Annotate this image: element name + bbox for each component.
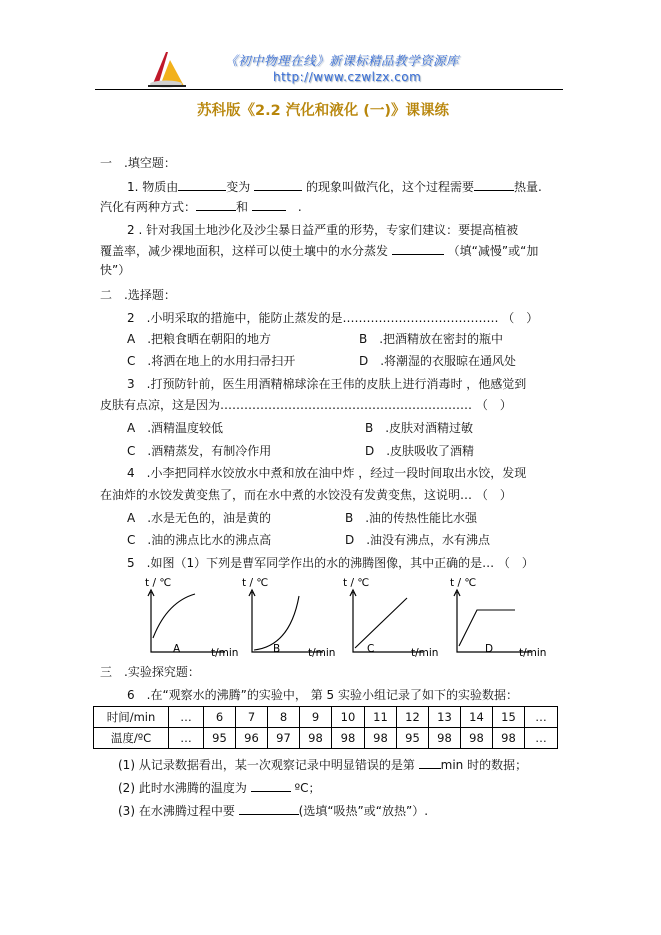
q1-blank2[interactable]	[254, 178, 302, 191]
q6-sub3-text2: (选填“吸热”或“放热”）.	[298, 804, 429, 818]
q2-blank[interactable]	[392, 242, 444, 255]
q6-sub1	[118, 756, 527, 773]
mc4-option-a[interactable]: A .水是无色的，油是黄的	[127, 511, 272, 525]
mc4-option-c[interactable]: C .油的沸点比水的沸点高	[127, 533, 272, 547]
q1-text1: 1. 物质由	[127, 180, 179, 194]
time-cell: 13	[429, 707, 461, 728]
time-cell: 12	[397, 707, 429, 728]
section3-heading: 三 .实验探究题：	[100, 665, 200, 679]
table-row	[94, 707, 558, 728]
temp-cell: 98	[332, 728, 365, 749]
mc3-option-b[interactable]: B .皮肤对酒精过敏	[365, 421, 474, 435]
graph-c-axes	[353, 592, 423, 652]
mc4-line2: 在油炸的水饺发黄变焦了，而在水中煮的水饺没有发黄变焦，这说明… （ ）	[100, 488, 512, 502]
q6-sub3-text1: (3) 在水沸腾过程中要	[118, 804, 235, 818]
temp-cell: 95	[397, 728, 429, 749]
graph-c[interactable]	[343, 577, 438, 659]
q1-line2	[100, 198, 302, 215]
mc4-option-b[interactable]: B .油的传热性能比水强	[345, 511, 478, 525]
mc5-stem: 5 .如图（1）下列是曹军同学作出的水的沸腾图像，其中正确的是… （ ）	[127, 556, 534, 570]
q1-blank4[interactable]	[196, 198, 236, 211]
graph-d-xlabel: t/min	[519, 647, 547, 659]
site-logo	[146, 46, 188, 90]
mc2-option-d[interactable]: D .将潮湿的衣服晾在通风处	[359, 354, 517, 368]
graph-c-letter: C	[367, 643, 375, 655]
mc2-option-a[interactable]: A .把粮食晒在朝阳的地方	[127, 332, 272, 346]
mc3-option-d[interactable]: D .皮肤吸收了酒精	[365, 444, 475, 458]
q1-line1	[127, 178, 542, 195]
site-url[interactable]: http://www.czwlzx.com	[273, 70, 422, 84]
temp-cell: 98	[493, 728, 525, 749]
mc4-line1: 4 .小李把同样水饺放水中煮和放在油中炸 ，经过一段时间取出水饺，发现	[127, 466, 527, 480]
boiling-graphs	[125, 572, 565, 660]
site-name: 《初中物理在线》新课标精品教学资源库	[225, 53, 460, 68]
time-cell: 14	[461, 707, 493, 728]
graph-c-xlabel: t/min	[411, 647, 439, 659]
graph-d-axes	[457, 592, 531, 652]
q1-text3: 的现象叫做汽化，这个过程需要	[305, 180, 474, 194]
q2-line2	[100, 242, 538, 259]
graph-b-xlabel: t/min	[308, 647, 336, 659]
q6-sub2-blank[interactable]	[251, 779, 291, 792]
temp-cell: 96	[236, 728, 268, 749]
q1-blank5[interactable]	[252, 198, 286, 211]
section1-heading: 一 .填空题：	[100, 156, 176, 170]
boiling-data-table	[93, 706, 558, 749]
temp-cell: 98	[365, 728, 397, 749]
time-cell: 6	[204, 707, 236, 728]
time-cell: 10	[332, 707, 365, 728]
graph-c-curve	[355, 598, 407, 648]
mc3-line1: 3 .打预防针前，医生用酒精棉球涂在王伟的皮肤上进行消毒时 ，他感觉到	[127, 377, 527, 391]
doc-title: 苏科版《2.2 汽化和液化 (一)》课课练	[197, 103, 450, 119]
time-cell: …	[169, 707, 204, 728]
mc2-option-b[interactable]: B .把酒精放在密封的瓶中	[359, 332, 504, 346]
q1-text5: 汽化有两种方式：	[100, 200, 197, 214]
graph-b[interactable]	[242, 577, 335, 659]
section2-heading: 二 .选择题：	[100, 288, 176, 302]
graph-a-axes	[151, 592, 225, 652]
q6-sub1-text2: min 时的数据；	[440, 758, 528, 772]
q6-sub1-text1: (1) 从记录数据看出，某一次观察记录中明显错误的是第	[118, 758, 415, 772]
temp-cell: 95	[204, 728, 236, 749]
q1-text7: .	[297, 200, 302, 214]
time-cell: 8	[268, 707, 300, 728]
temp-cell: 98	[461, 728, 493, 749]
q6-sub2-text2: ºC；	[294, 781, 321, 795]
mc3-option-c[interactable]: C .酒精蒸发，有制冷作用	[127, 444, 272, 458]
q1-text6: 和	[236, 200, 249, 214]
temp-cell: 97	[268, 728, 300, 749]
q6-sub3-blank[interactable]	[239, 802, 299, 815]
graph-b-letter: B	[273, 643, 281, 655]
q6-sub1-blank[interactable]	[419, 756, 441, 769]
q1-blank1[interactable]	[178, 178, 226, 191]
q2-line3: 快”）	[100, 263, 131, 277]
graph-a-ylabel: t / ℃	[145, 577, 172, 589]
q6-sub2	[118, 779, 321, 796]
graph-b-axes	[252, 592, 323, 652]
mc2-option-c[interactable]: C .将洒在地上的水用扫帚扫开	[127, 354, 296, 368]
header-rule	[95, 89, 563, 90]
q2-text2: （填“减慢”或“加	[447, 244, 539, 258]
time-cell: 15	[493, 707, 525, 728]
temp-cell: …	[525, 728, 558, 749]
q1-text4: 热量.	[513, 180, 542, 194]
time-cell: 7	[236, 707, 268, 728]
graph-b-ylabel: t / ℃	[242, 577, 269, 589]
time-cell: …	[525, 707, 558, 728]
graph-a-curve	[153, 594, 195, 638]
graph-d-ylabel: t / ℃	[450, 577, 477, 589]
graph-b-curve	[254, 596, 299, 650]
time-cell: 9	[300, 707, 332, 728]
graph-d-curve	[459, 610, 515, 646]
mc4-option-d[interactable]: D .油没有沸点，水有沸点	[345, 533, 491, 547]
q1-blank3[interactable]	[474, 178, 514, 191]
table-row	[94, 728, 558, 749]
temp-cell: 98	[429, 728, 461, 749]
time-cell: 11	[365, 707, 397, 728]
temp-cell: …	[169, 728, 204, 749]
q6-sub2-text1: (2) 此时水沸腾的温度为	[118, 781, 247, 795]
time-row-label: 时间/min	[94, 707, 169, 728]
graph-c-ylabel: t / ℃	[343, 577, 370, 589]
q2-text1: 覆盖率，减少裸地面积，这样可以使土壤中的水分蒸发	[100, 244, 389, 258]
temp-cell: 98	[300, 728, 332, 749]
graph-a-letter: A	[173, 643, 181, 655]
q2-line1: 2 . 针对我国土地沙化及沙尘暴日益严重的形势，专家们建议：要提高植被	[127, 223, 519, 237]
graph-d[interactable]	[450, 577, 546, 659]
graph-d-letter: D	[485, 643, 494, 655]
q6-stem: 6 .在“观察水的沸腾”的实验中， 第 5 实验小组记录了如下的实验数据：	[127, 688, 518, 702]
q6-sub3	[118, 802, 428, 819]
graph-a[interactable]	[145, 577, 238, 659]
mc3-option-a[interactable]: A .酒精温度较低	[127, 421, 224, 435]
graph-a-xlabel: t/min	[211, 647, 239, 659]
temp-row-label: 温度/ºC	[94, 728, 169, 749]
q1-text2: 变为	[226, 180, 251, 194]
mc3-line2: 皮肤有点凉，这是因为……………………………………………………… （ ）	[100, 398, 512, 412]
mc2-stem: 2 .小明采取的措施中，能防止蒸发的是………………………………… （ ）	[127, 311, 539, 325]
